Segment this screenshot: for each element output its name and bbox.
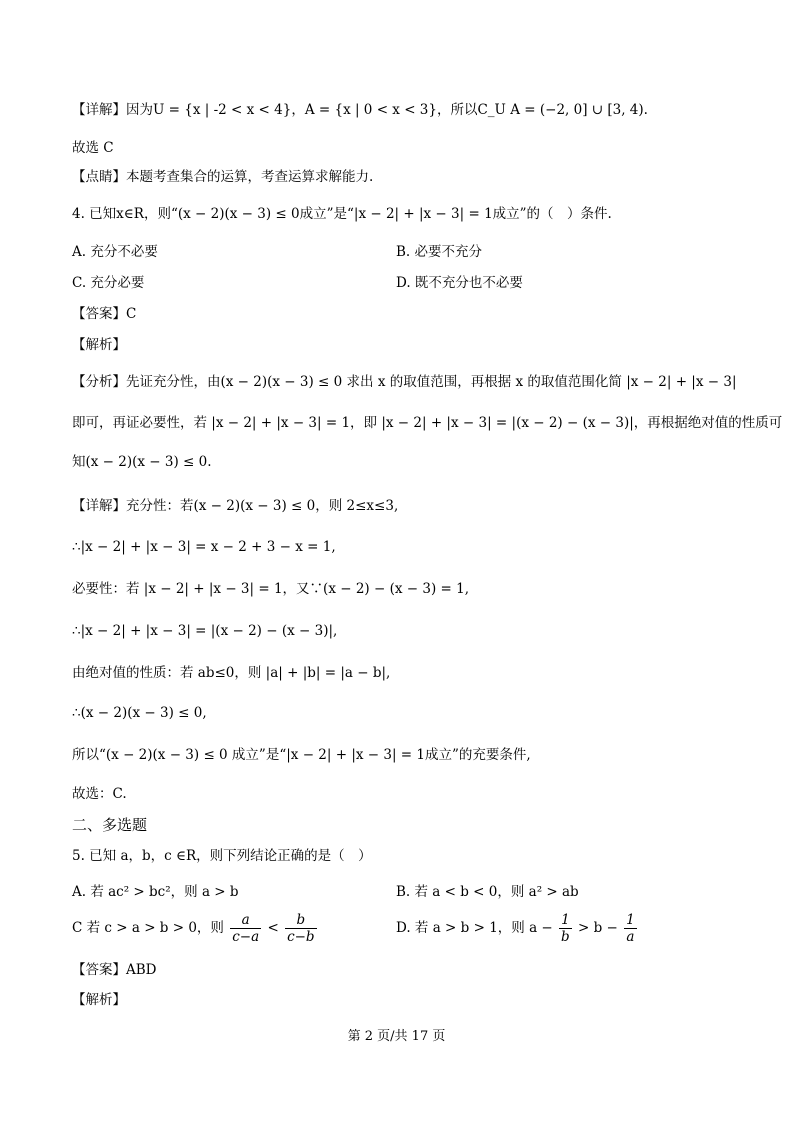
q4-conclusion: 故选：C.	[72, 786, 127, 802]
q4-detail-line-4: ∴|x − 2| + |x − 3| = |(x − 2) − (x − 3)|,	[72, 623, 338, 639]
section-heading-multiple-choice: 二、多选题	[72, 816, 148, 834]
q4-option-a: A. 充分不必要	[72, 244, 158, 260]
q5-option-c-prefix: C 若 c > a > b > 0，则	[72, 920, 224, 936]
q5-option-d-fraction-2	[624, 912, 637, 945]
q5-answer: 【答案】ABD	[72, 962, 157, 978]
q5-option-c	[72, 912, 319, 945]
q5-option-c-fraction-1	[230, 912, 261, 945]
q4-option-c: C. 充分必要	[72, 275, 145, 291]
q5-option-d-middle: > b −	[577, 920, 618, 936]
q5-option-c-operator: <	[267, 920, 279, 936]
q5-option-b: B. 若 a < b < 0，则 a² > ab	[396, 884, 579, 900]
page-footer: 第 2 页/共 17 页	[347, 1029, 446, 1044]
q4-option-b: B. 必要不充分	[396, 244, 483, 260]
q4-detail-line-6: ∴(x − 2)(x − 3) ≤ 0,	[72, 705, 207, 721]
q4-detail-line-5: 由绝对值的性质：若 ab≤0，则 |a| + |b| = |a − b|,	[72, 665, 391, 681]
q5-option-d-denominator-2: a	[626, 929, 635, 945]
q4-detail-line-2: ∴|x − 2| + |x − 3| = x − 2 + 3 − x = 1,	[72, 539, 336, 555]
q5-option-c-denominator-2: c−b	[287, 929, 315, 945]
q5-option-d-denominator-1: b	[561, 929, 570, 945]
answer-choice-q3: 故选 C	[72, 140, 114, 156]
q5-analysis-heading: 【解析】	[72, 992, 126, 1008]
q5-option-d-prefix: D. 若 a > b > 1，则 a −	[396, 920, 553, 936]
q5-option-d-numerator-2: 1	[626, 912, 635, 928]
q4-detail-line-3: 必要性：若 |x − 2| + |x − 3| = 1，又∵(x − 2) − (x − 3) = 1,	[72, 581, 469, 597]
question-5: 5. 已知 a，b，c ∈R，则下列结论正确的是（ ）	[72, 848, 372, 864]
q5-option-c-fraction-2	[285, 912, 317, 945]
q5-option-d-numerator-1: 1	[559, 912, 572, 929]
q4-detail-line-1: 【详解】充分性：若(x − 2)(x − 3) ≤ 0，则 2≤x≤3,	[72, 498, 399, 514]
q5-option-d-fraction-1	[559, 912, 572, 945]
q4-analysis-line-2: 即可，再证必要性，若 |x − 2| + |x − 3| = 1，即 |x − 2| + |x − 3| = |(x − 2) − (x − 3)|，再根据绝对值的性质可	[72, 415, 783, 431]
question-4: 4. 已知x∈R，则“(x − 2)(x − 3) ≤ 0成立”是“|x − 2| + |x − 3| = 1成立”的（ ）条件.	[72, 206, 612, 222]
q5-option-a: A. 若 ac² > bc²，则 a > b	[72, 884, 239, 900]
q4-detail-line-7: 所以“(x − 2)(x − 3) ≤ 0 成立”是“|x − 2| + |x − 3| = 1成立”的充要条件,	[72, 747, 531, 763]
q4-analysis-line-1: 【分析】先证充分性，由(x − 2)(x − 3) ≤ 0 求出 x 的取值范围，再根据 x 的取值范围化简 |x − 2| + |x − 3|	[72, 374, 737, 390]
detail-q3: 【详解】因为U = {x | -2 < x < 4}，A = {x | 0 < x < 3}，所以C_U A = (−2, 0] ∪ [3, 4).	[72, 102, 648, 118]
comment-q3: 【点睛】本题考查集合的运算，考查运算求解能力.	[72, 169, 374, 185]
q5-option-c-numerator-2: b	[285, 912, 317, 929]
q5-option-d	[396, 912, 639, 945]
q4-analysis-line-3: 知(x − 2)(x − 3) ≤ 0.	[72, 454, 212, 470]
q4-answer: 【答案】C	[72, 306, 137, 322]
q5-option-c-denominator-1: c−a	[232, 929, 260, 945]
q4-analysis-heading: 【解析】	[72, 337, 126, 353]
q5-option-c-numerator-1: a	[230, 912, 261, 929]
q4-option-d: D. 既不充分也不必要	[396, 275, 523, 291]
